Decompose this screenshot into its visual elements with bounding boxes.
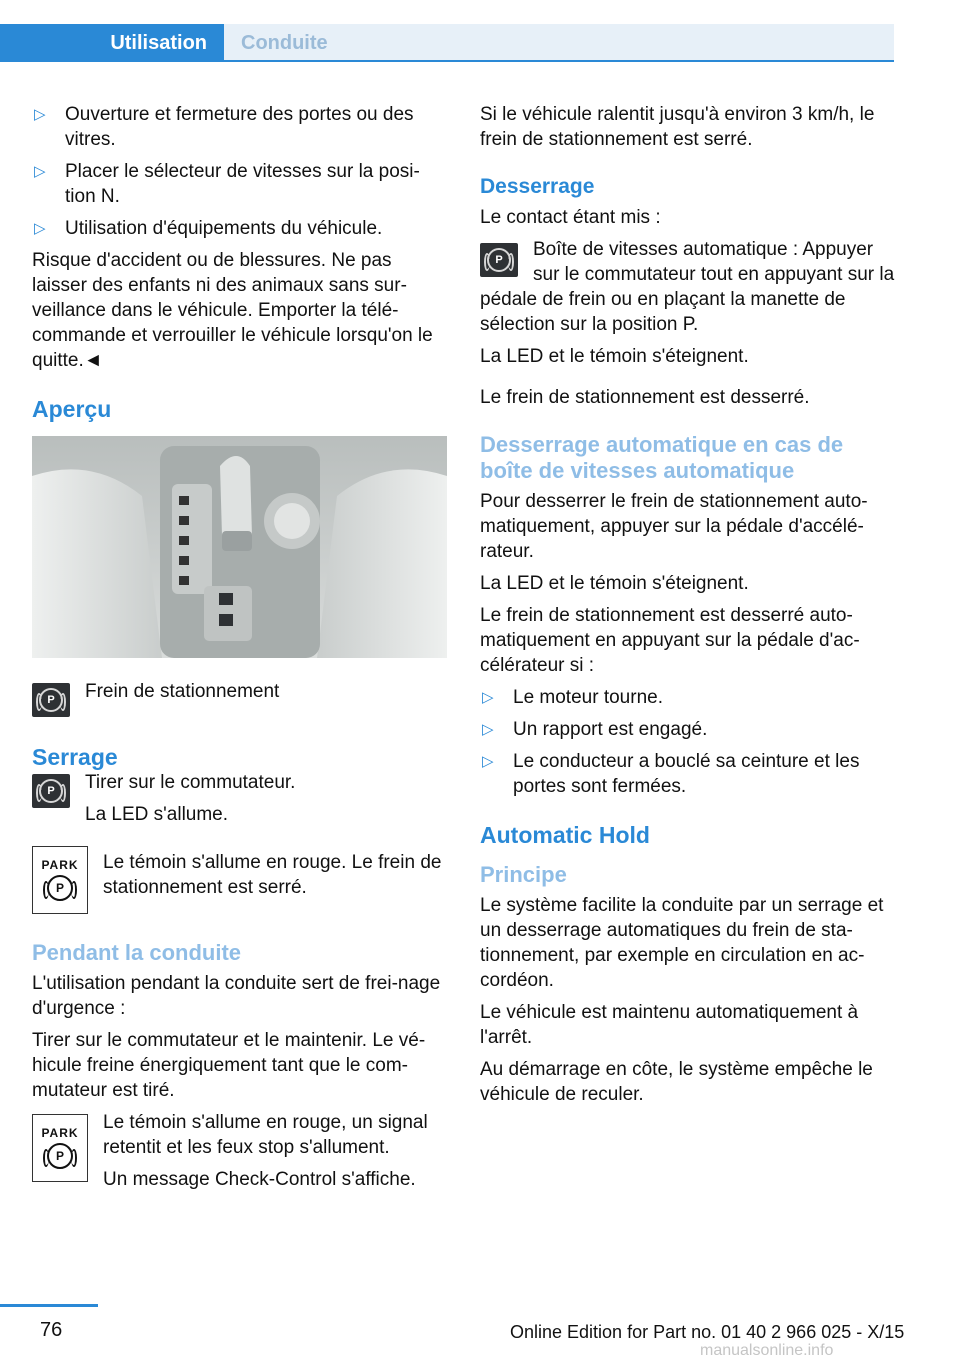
serrage-text-1: Tirer sur le commutateur. xyxy=(85,772,296,793)
heading-pendant-conduite: Pendant la conduite xyxy=(32,940,242,965)
triangle-bullet-icon: ▷ xyxy=(482,753,494,770)
triangle-bullet-icon: ▷ xyxy=(34,106,46,123)
bullet-text: Ouverture et fermeture des portes ou des vitres. xyxy=(65,104,414,150)
desserrage-text-3: La LED et le témoin s'éteignent. xyxy=(480,346,749,367)
tab-conduite[interactable]: Conduite xyxy=(224,24,894,62)
serrage-text-3: Le témoin s'allume en rouge. Le frein de stationnement est serré. xyxy=(103,852,442,898)
frein-row xyxy=(32,679,450,717)
heading-desserrage-auto: Desserrage automatique en cas de boîte de vitesses automatique xyxy=(480,432,844,483)
triangle-bullet-icon: ▷ xyxy=(482,689,494,706)
triangle-bullet-icon: ▷ xyxy=(34,163,46,180)
conduite-text-1: L'utilisation pendant la conduite sert de frei-nage d'urgence : xyxy=(32,973,441,1019)
conduite-text-3: Le témoin s'allume en rouge, un signal retentit et les feux stop s'allument. xyxy=(103,1112,428,1158)
list-item xyxy=(480,685,898,710)
right-text-1: Si le véhicule ralentit jusqu'à environ 3 km/h, le frein de stationnement est serré. xyxy=(480,104,875,150)
page-number: 76 xyxy=(40,1319,63,1341)
tab-divider xyxy=(0,60,894,62)
desserrage-text-1: Le contact étant mis : xyxy=(480,207,661,228)
footer-rule xyxy=(0,1304,98,1307)
heading-apercu: Aperçu xyxy=(32,396,112,422)
serrage-indicator-row xyxy=(32,850,450,914)
auto-text-2: La LED et le témoin s'éteignent. xyxy=(480,573,749,594)
serrage-row xyxy=(32,770,450,834)
serrage-text-2: La LED s'allume. xyxy=(85,804,229,825)
watermark-text: manualsonline.info xyxy=(700,1342,834,1359)
park-indicator-icon: PARK P xyxy=(32,846,88,914)
conduite-text-4: Un message Check-Control s'affiche. xyxy=(103,1169,416,1190)
parking-brake-switch-icon: P xyxy=(32,774,70,808)
heading-principe: Principe xyxy=(480,862,567,887)
tab-utilisation[interactable]: Utilisation xyxy=(0,24,224,62)
desserrage-text-2: Boîte de vitesses automatique : Appuyer sur le commutateur tout en appuyant sur la pédale de frein ou en plaçant la manette de sélection sur la position P. xyxy=(480,239,895,335)
right-column xyxy=(480,102,898,1114)
warning-text: Risque d'accident ou de blessures. Ne pas laisser des enfants ni des animaux sans sur-veillance dans le véhicule. Emporter la télé-commande et verrouiller le véhicule lorsqu'on le quitte.◄ xyxy=(32,250,433,371)
desserrage-text-4: Le frein de stationnement est desserré. xyxy=(480,387,810,408)
principe-text-2: Le véhicule est maintenu automatiquement à l'arrêt. xyxy=(480,1002,859,1048)
list-item xyxy=(32,159,450,209)
desserrage-icon-row xyxy=(480,237,898,337)
heading-serrage: Serrage xyxy=(32,744,118,770)
list-item xyxy=(480,749,898,799)
list-item xyxy=(480,717,898,742)
auto-text-3: Le frein de stationnement est desserré auto-matiquement en appuyant sur la pédale d'ac-célérateur si : xyxy=(480,605,860,676)
chapter-tabs xyxy=(0,24,894,62)
bullet-text: Le conducteur a bouclé sa ceinture et les portes sont fermées. xyxy=(513,751,860,797)
conduite-text-2: Tirer sur le commutateur et le maintenir. Le vé-hicule freine énergiquement tant que le com-mutateur est tiré. xyxy=(32,1030,426,1101)
edition-text: Online Edition for Part no. 01 40 2 966 025 - X/15 xyxy=(510,1322,905,1342)
principe-text-3: Au démarrage en côte, le système empêche le véhicule de reculer. xyxy=(480,1059,873,1105)
triangle-bullet-icon: ▷ xyxy=(482,721,494,738)
frein-label: Frein de stationnement xyxy=(85,681,280,702)
principe-text-1: Le système facilite la conduite par un serrage et un desserrage automatiques du frein de sta-tionnement, par exemple en circulation en ac-cordéon. xyxy=(480,895,884,991)
park-indicator-icon: PARK P xyxy=(32,1114,88,1182)
left-column xyxy=(32,102,450,1206)
parking-brake-switch-icon: P xyxy=(480,243,518,277)
console-photo xyxy=(32,436,447,658)
list-item xyxy=(32,102,450,152)
triangle-bullet-icon: ▷ xyxy=(34,220,46,237)
bullet-text: Placer le sélecteur de vitesses sur la posi-tion N. xyxy=(65,161,420,207)
conduite-indicator-row xyxy=(32,1110,450,1199)
heading-automatic-hold: Automatic Hold xyxy=(480,822,650,848)
bullet-text: Le moteur tourne. xyxy=(513,687,663,708)
parking-brake-switch-icon: P xyxy=(32,683,70,717)
heading-desserrage: Desserrage xyxy=(480,175,595,198)
auto-text-1: Pour desserrer le frein de stationnement auto-matiquement, appuyer sur la pédale d'accélé-rateur. xyxy=(480,491,868,562)
bullet-text: Un rapport est engagé. xyxy=(513,719,708,740)
list-item xyxy=(32,216,450,241)
bullet-text: Utilisation d'équipements du véhicule. xyxy=(65,218,383,239)
